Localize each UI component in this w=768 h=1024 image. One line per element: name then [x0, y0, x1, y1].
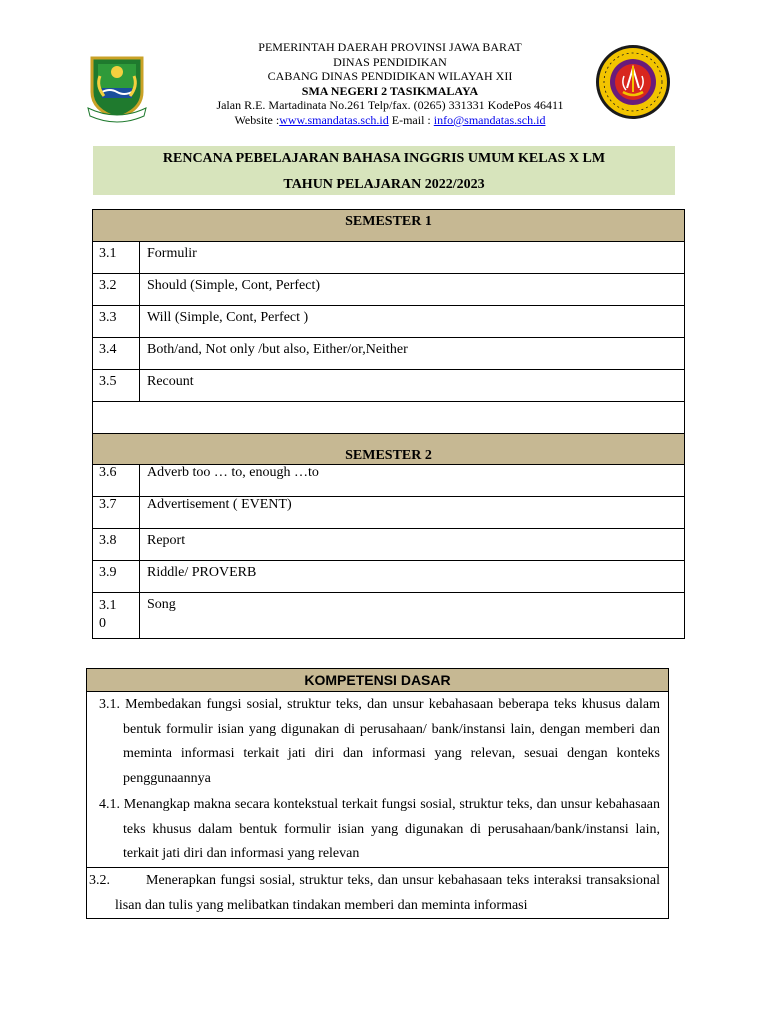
- kd-row: [87, 867, 669, 918]
- topic-name: Advertisement ( EVENT): [140, 497, 685, 529]
- topic-number: 3.1 0: [93, 593, 140, 639]
- west-java-emblem-logo: [86, 52, 148, 124]
- letterhead-address: Jalan R.E. Martadinata No.261 Telp/fax. (0265) 331331 KodePos 46411: [216, 98, 564, 113]
- topic-name: Report: [140, 529, 685, 561]
- school-seal-logo: [594, 42, 672, 122]
- semester1-heading: SEMESTER 1: [93, 210, 685, 242]
- email-link[interactable]: info@smandatas.sch.id: [433, 112, 546, 127]
- topic-name: Riddle/ PROVERB: [140, 561, 685, 593]
- table-row: [93, 338, 685, 370]
- kd-heading: KOMPETENSI DASAR: [87, 669, 669, 692]
- topic-name: Should (Simple, Cont, Perfect): [140, 274, 685, 306]
- empty-row: [93, 402, 685, 434]
- letterhead-government: PEMERINTAH DAERAH PROVINSI JAWA BARAT: [258, 40, 522, 54]
- semester2-heading: SEMESTER 2: [93, 434, 685, 465]
- topic-name: Adverb too … to, enough …to: [140, 465, 685, 497]
- letterhead-school-name: SMA NEGERI 2 TASIKMALAYA: [301, 83, 479, 98]
- table-row: [93, 465, 685, 497]
- academic-year: TAHUN PELAJARAN 2022/2023: [283, 177, 485, 192]
- email-label: E-mail :: [388, 112, 434, 127]
- topic-name: Formulir: [140, 242, 685, 274]
- table-row: [93, 593, 685, 639]
- table-row: [93, 497, 685, 529]
- kd-item-3-2-number: 3.2.: [89, 872, 110, 888]
- topic-number: 3.4: [93, 338, 140, 370]
- website-link[interactable]: www.smandatas.sch.id: [279, 112, 389, 127]
- topic-name: Will (Simple, Cont, Perfect ): [140, 306, 685, 338]
- kd-cell: [87, 867, 669, 918]
- topic-number: 3.1: [93, 242, 140, 274]
- empty-cell: [93, 402, 685, 434]
- kd-item-4-1: 4.1. Menangkap makna secara kontekstual terkait fungsi sosial, struktur teks, dan unsur kebahasaan teks khusus dalam bentuk formulir isian yang digunakan di perusahaan/bank/instansi lain, terkait jati diri dan informasi yang relevan: [99, 796, 660, 862]
- topic-number: 3.9: [93, 561, 140, 593]
- table-row: [93, 529, 685, 561]
- letterhead-contact: [170, 113, 610, 128]
- table-row: [93, 274, 685, 306]
- topic-number: 3.6: [93, 465, 140, 497]
- topic-number: 3.7: [93, 497, 140, 529]
- topic-number: 3.3: [93, 306, 140, 338]
- plan-title-band: [93, 146, 675, 195]
- basic-competency-table: [86, 668, 669, 919]
- kd-row: [87, 692, 669, 868]
- table-row: [93, 306, 685, 338]
- table-row: [93, 370, 685, 402]
- semester2-header-row: [93, 434, 685, 465]
- semester-plan-table: [92, 209, 685, 639]
- topic-number: 3.5: [93, 370, 140, 402]
- topic-name: Song: [140, 593, 685, 639]
- table-row: [93, 561, 685, 593]
- letterhead-branch: CABANG DINAS PENDIDIKAN WILAYAH XII: [267, 69, 513, 84]
- kd-item-3-2: [87, 868, 668, 918]
- kd-item-3-2-text: Menerapkan fungsi sosial, struktur teks, dan unsur kebahasaan teks interaksi transaksional lisan dan tulis yang melibatkan tindakan memberi dan meminta informasi: [115, 872, 660, 913]
- topic-number: 3.8: [93, 529, 140, 561]
- semester1-header-row: [93, 210, 685, 242]
- table-row: [93, 242, 685, 274]
- letterhead-department: DINAS PENDIDIKAN: [333, 54, 447, 69]
- kd-cell: [87, 692, 669, 868]
- website-label: Website :: [234, 112, 280, 127]
- plan-title: RENCANA PEBELAJARAN BAHASA INGGRIS UMUM KELAS X LM: [162, 151, 606, 166]
- topic-name: Recount: [140, 370, 685, 402]
- topic-name: Both/and, Not only /but also, Either/or,Neither: [140, 338, 685, 370]
- topic-number: 3.2: [93, 274, 140, 306]
- kd-item-3-1: 3.1. Membedakan fungsi sosial, struktur teks, dan unsur kebahasaan beberapa teks khusus dalam bentuk formulir isian yang digunakan di perusahaan/ bank/instansi lain, dengan memberi dan meminta informasi terkait jati diri dan informasi yang relevan, sesuai dengan konteks penggunaannya: [99, 697, 660, 787]
- letterhead: [170, 40, 610, 128]
- kd-header-row: [87, 669, 669, 692]
